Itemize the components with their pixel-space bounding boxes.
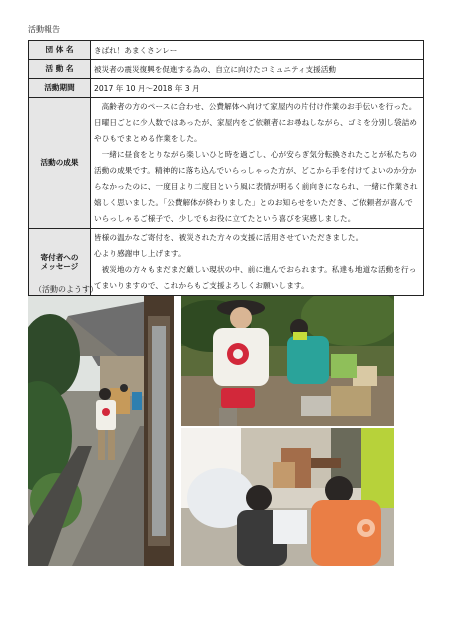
organization-value: きばれ！あまくさンレー <box>91 41 424 60</box>
photo-sorting-debris <box>181 296 394 426</box>
message-body <box>91 229 424 296</box>
message-paragraph: 心より感謝申し上げます。 <box>94 249 186 258</box>
results-label: 活動の成果 <box>29 98 91 229</box>
period-label: 活動期間 <box>29 79 91 98</box>
row-activity <box>29 60 424 79</box>
results-paragraph: 一緒に昼食をとりながら楽しいひと時を過ごし、心が安らぎ気分転換されたことが私たちの活動の成果です。精神的に落ち込んでいらっしゃった方が、どこから手を付けてよいのか分からなかったのに、一度目より二度目という風に表情が明るく前向きになられ、一緒に作業され嬉しく思いました。「公費解体が終わりました」とのお知らせをいただき、ご依頼者が喜んでいらっしゃるご様子で、少しでもお役に立てたという喜びを実感しました。 <box>94 150 418 223</box>
photo-indoor-work <box>181 428 394 566</box>
activity-value: 被災者の震災復興を促進する為の、自立に向けたコミュニティ支援活動 <box>91 60 424 79</box>
period-value: 2017 年 10 月～2018 年 3 月 <box>91 79 424 98</box>
activity-label: 活 動 名 <box>29 60 91 79</box>
results-body <box>91 98 424 229</box>
photo-outdoor-path <box>28 296 174 566</box>
message-paragraph: 皆様の温かなご寄付を、被災された方々の支援に活用させていただきました。 <box>94 233 364 242</box>
row-period <box>29 79 424 98</box>
row-organization <box>29 41 424 60</box>
message-paragraph: 被災地の方々もまだまだ厳しい現状の中、前に進んでおられます。私達も地道な活動を行ってまいりますので、これからもご支援よろしくお願いします。 <box>94 265 417 290</box>
row-results <box>29 98 424 229</box>
message-label: 寄付者への メッセージ <box>29 229 91 296</box>
photos-caption: （活動のようす） <box>34 285 98 294</box>
report-heading: 活動報告 <box>28 25 60 34</box>
report-table <box>28 40 424 296</box>
results-paragraph: 高齢者の方のペースに合わせ、公費解体へ向けて家屋内の片付け作業のお手伝いを行った。日曜日ごとに少人数ではあったが、家屋内をご依頼者にお尋ねしながら、ゴミを分別し袋詰めやひもでまとめる作業をした。 <box>94 102 418 143</box>
organization-label: 団 体 名 <box>29 41 91 60</box>
